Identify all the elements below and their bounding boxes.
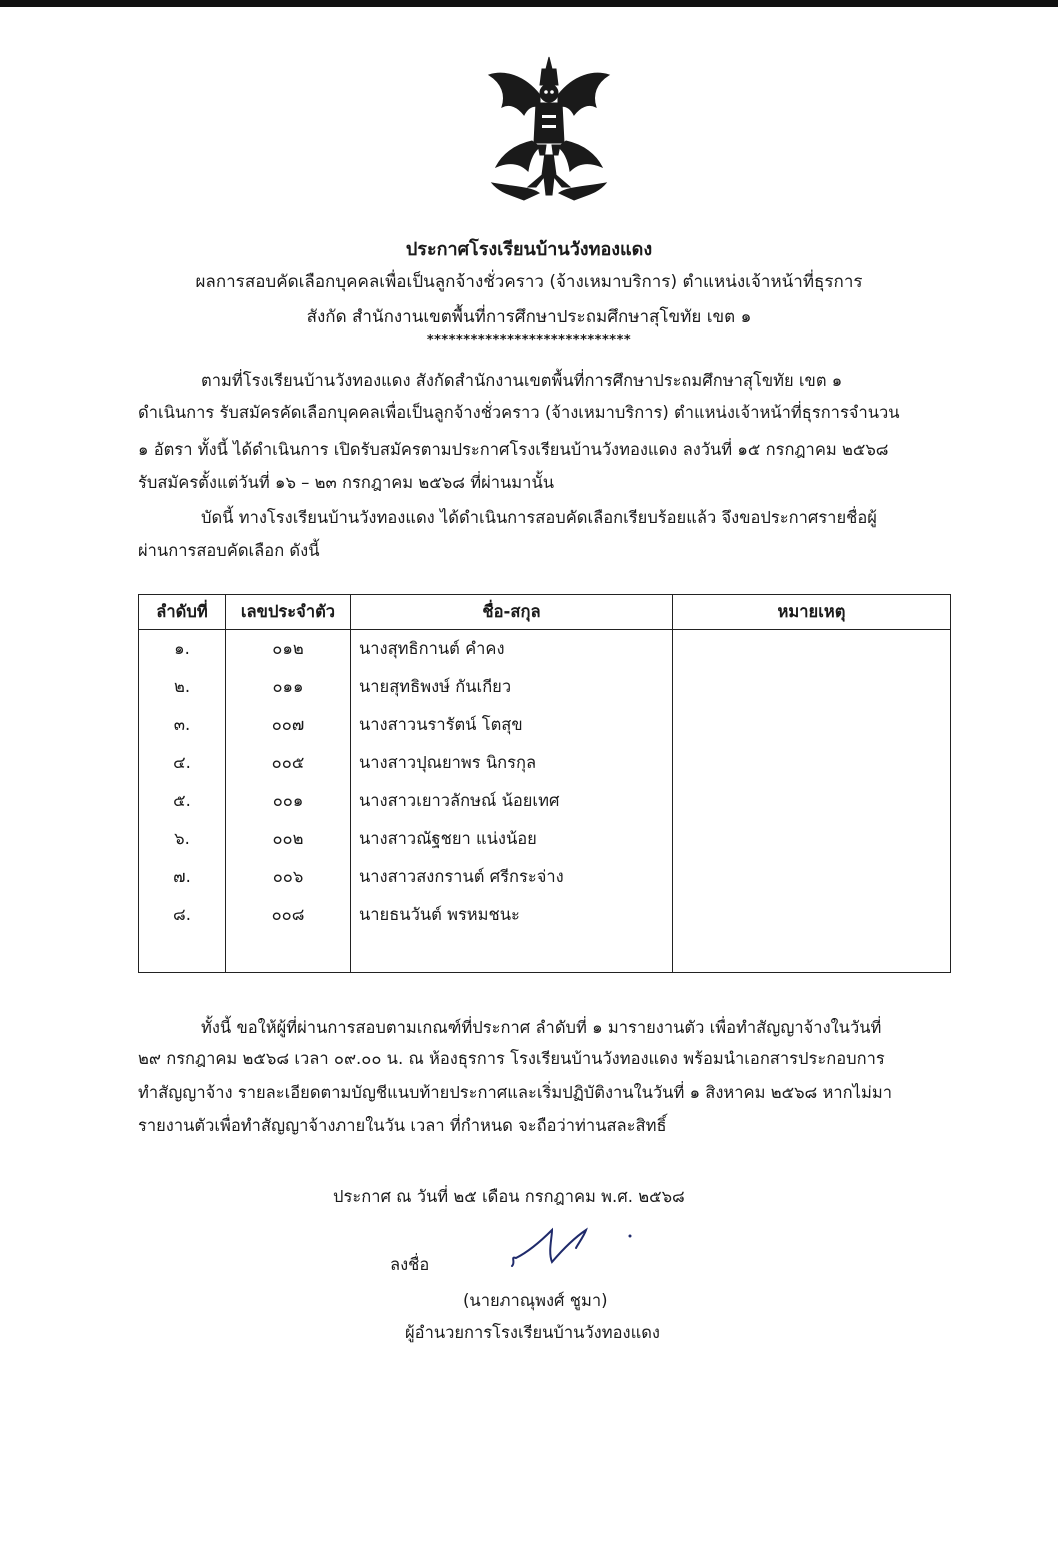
cell-no: ๑. xyxy=(139,630,226,669)
closing-line3: ทำสัญญาจ้าง รายละเอียดตามบัญชีแนบท้ายประกาศและเริ่มปฏิบัติงานในวันที่ ๑ สิงหาคม ๒๕๖๘ หากไม่มา xyxy=(138,1083,892,1102)
table-row xyxy=(139,630,951,669)
table-row xyxy=(139,858,951,896)
cell-no: ๘. xyxy=(139,896,226,934)
cell-remark xyxy=(673,668,951,706)
handwritten-signature xyxy=(506,1222,636,1272)
cell-name: นางสาวสงกรานต์ ศรีกระจ่าง xyxy=(351,858,673,896)
signer-position: ผู้อำนวยการโรงเรียนบ้านวังทองแดง xyxy=(405,1323,660,1342)
cell-remark xyxy=(673,896,951,934)
garuda-emblem-icon xyxy=(484,55,614,205)
cell-no: ๓. xyxy=(139,706,226,744)
results-table xyxy=(138,594,951,973)
cell-id: ๐๐๘ xyxy=(226,896,351,934)
table-row xyxy=(139,668,951,706)
cell-name: นายสุทธิพงษ์ กันเกียว xyxy=(351,668,673,706)
cell-empty xyxy=(226,934,351,973)
cell-id: ๐๑๑ xyxy=(226,668,351,706)
cell-no: ๖. xyxy=(139,820,226,858)
header-no: ลำดับที่ xyxy=(139,595,226,630)
body-para2-line1: บัดนี้ ทางโรงเรียนบ้านวังทองแดง ได้ดำเนินการสอบคัดเลือกเรียบร้อยแล้ว จึงขอประกาศรายชื่อผู้ xyxy=(201,508,877,527)
announcement-title: ประกาศโรงเรียนบ้านวังทองแดง xyxy=(405,239,653,260)
cell-remark xyxy=(673,630,951,669)
cell-name: นายธนวันต์ พรหมชนะ xyxy=(351,896,673,934)
title-separator: **************************** xyxy=(426,333,632,348)
cell-empty xyxy=(673,934,951,973)
table-empty-row xyxy=(139,934,951,973)
body-para1-line2: ดำเนินการ รับสมัครคัดเลือกบุคคลเพื่อเป็นลูกจ้างชั่วคราว (จ้างเหมาบริการ) ตำแหน่งเจ้าหน้าที่ธุรการจำนวน xyxy=(138,403,900,422)
cell-no: ๒. xyxy=(139,668,226,706)
closing-line4: รายงานตัวเพื่อทำสัญญาจ้างภายในวัน เวลา ที่กำหนด จะถือว่าท่านสละสิทธิ์ xyxy=(138,1116,667,1135)
cell-no: ๗. xyxy=(139,858,226,896)
cell-name: นางสาวปุณยาพร นิกรกุล xyxy=(351,744,673,782)
body-para1-line4: รับสมัครตั้งแต่วันที่ ๑๖ – ๒๓ กรกฎาคม ๒๕๖๘ ที่ผ่านมานั้น xyxy=(138,473,555,492)
cell-id: ๐๐๗ xyxy=(226,706,351,744)
cell-id: ๐๑๒ xyxy=(226,630,351,669)
cell-remark xyxy=(673,820,951,858)
cell-id: ๐๐๖ xyxy=(226,858,351,896)
header-remark: หมายเหตุ xyxy=(673,595,951,630)
announcement-subtitle-1: ผลการสอบคัดเลือกบุคคลเพื่อเป็นลูกจ้างชั่วคราว (จ้างเหมาบริการ) ตำแหน่งเจ้าหน้าที่ธุรการ xyxy=(195,272,863,292)
cell-remark xyxy=(673,858,951,896)
cell-empty xyxy=(351,934,673,973)
closing-line2: ๒๙ กรกฎาคม ๒๕๖๘ เวลา ๐๙.๐๐ น. ณ ห้องธุรการ โรงเรียนบ้านวังทองแดง พร้อมนำเอกสารประกอบการ xyxy=(138,1049,885,1068)
cell-no: ๔. xyxy=(139,744,226,782)
header-name: ชื่อ-สกุล xyxy=(351,595,673,630)
signer-name: (นายภาณุพงศ์ ชูมา) xyxy=(463,1291,608,1310)
body-para1-line3: ๑ อัตรา ทั้งนี้ ได้ดำเนินการ เปิดรับสมัครตามประกาศโรงเรียนบ้านวังทองแดง ลงวันที่ ๑๕ กรกฎาคม ๒๕๖๘ xyxy=(138,440,889,459)
body-para1-line1: ตามที่โรงเรียนบ้านวังทองแดง สังกัดสำนักงานเขตพื้นที่การศึกษาประถมศึกษาสุโขทัย เขต ๑ xyxy=(201,371,843,390)
cell-no: ๕. xyxy=(139,782,226,820)
table-row xyxy=(139,896,951,934)
cell-name: นางสาวนรารัตน์ โตสุข xyxy=(351,706,673,744)
signature-label: ลงชื่อ xyxy=(390,1255,430,1274)
table-row xyxy=(139,820,951,858)
cell-name: นางสาวณัฐชยา แน่งน้อย xyxy=(351,820,673,858)
cell-name: นางสาวเยาวลักษณ์ น้อยเทศ xyxy=(351,782,673,820)
cell-name: นางสุทธิกานต์ คำคง xyxy=(351,630,673,669)
table-row xyxy=(139,782,951,820)
cell-empty xyxy=(139,934,226,973)
header-id: เลขประจำตัว xyxy=(226,595,351,630)
cell-id: ๐๐๕ xyxy=(226,744,351,782)
table-header-row xyxy=(139,595,951,630)
scan-top-edge xyxy=(0,0,1058,7)
closing-line1: ทั้งนี้ ขอให้ผู้ที่ผ่านการสอบตามเกณฑ์ที่ประกาศ ลำดับที่ ๑ มารายงานตัว เพื่อทำสัญญาจ้างในวันที่ xyxy=(201,1018,882,1037)
cell-id: ๐๐๑ xyxy=(226,782,351,820)
cell-remark xyxy=(673,706,951,744)
table-row xyxy=(139,706,951,744)
announcement-date: ประกาศ ณ วันที่ ๒๕ เดือน กรกฎาคม พ.ศ. ๒๕๖๘ xyxy=(333,1187,685,1206)
cell-remark xyxy=(673,782,951,820)
announcement-subtitle-2: สังกัด สำนักงานเขตพื้นที่การศึกษาประถมศึกษาสุโขทัย เขต ๑ xyxy=(306,307,752,327)
table-row xyxy=(139,744,951,782)
cell-remark xyxy=(673,744,951,782)
body-para2-line2: ผ่านการสอบคัดเลือก ดังนี้ xyxy=(138,541,320,560)
cell-id: ๐๐๒ xyxy=(226,820,351,858)
